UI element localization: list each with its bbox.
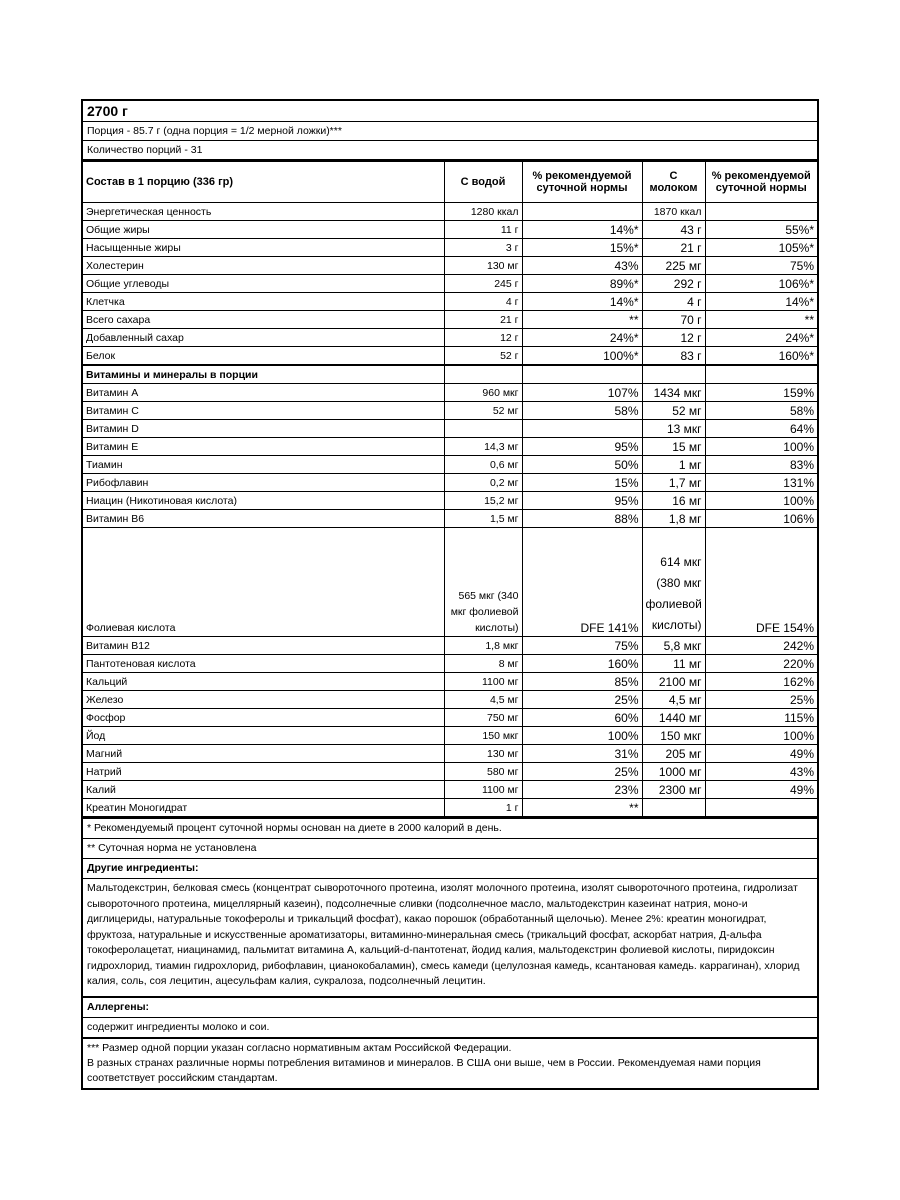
table-row xyxy=(83,275,817,293)
row-rdi-milk: 106%* xyxy=(705,275,817,293)
row-rdi-milk: 220% xyxy=(705,655,817,673)
row-rdi-water: 24%* xyxy=(522,329,642,347)
row-rdi-milk: 64% xyxy=(705,420,817,438)
row-rdi-milk: 131% xyxy=(705,474,817,492)
folic-rdi-water: DFE 141% xyxy=(522,528,642,637)
row-rdi-milk: 115% xyxy=(705,709,817,727)
table-row xyxy=(83,347,817,366)
row-milk-value: 225 мг xyxy=(642,257,705,275)
row-name: Рибофлавин xyxy=(83,474,444,492)
row-water-value: 52 г xyxy=(444,347,522,366)
row-name: Креатин Моногидрат xyxy=(83,799,444,817)
row-name: Кальций xyxy=(83,673,444,691)
row-water-value: 1,5 мг xyxy=(444,510,522,528)
table-row xyxy=(83,311,817,329)
row-rdi-water: 23% xyxy=(522,781,642,799)
table-row xyxy=(83,329,817,347)
row-water-value: 960 мкг xyxy=(444,384,522,402)
row-milk-value: 4 г xyxy=(642,293,705,311)
row-name: Калий xyxy=(83,781,444,799)
table-row xyxy=(83,420,817,438)
row-name: Общие жиры xyxy=(83,221,444,239)
row-rdi-water xyxy=(522,203,642,221)
table-row xyxy=(83,799,817,817)
folic-water: 565 мкг (340 мкг фолиевой кислоты) xyxy=(444,528,522,637)
table-row xyxy=(83,492,817,510)
row-rdi-water: 107% xyxy=(522,384,642,402)
row-name: Витамин Е xyxy=(83,438,444,456)
table-row xyxy=(83,673,817,691)
row-water-value: 14,3 мг xyxy=(444,438,522,456)
table-row xyxy=(83,781,817,799)
row-water-value: 3 г xyxy=(444,239,522,257)
folic-name: Фолиевая кислота xyxy=(83,528,444,637)
row-milk-value: 12 г xyxy=(642,329,705,347)
allergens-text: содержит ингредиенты молоко и сои. xyxy=(83,1017,817,1037)
row-milk-value: 1870 ккал xyxy=(642,203,705,221)
table-row xyxy=(83,727,817,745)
row-rdi-milk: 242% xyxy=(705,637,817,655)
row-water-value: 1,8 мкг xyxy=(444,637,522,655)
nutrition-facts-sheet xyxy=(81,99,819,1090)
row-milk-value: 292 г xyxy=(642,275,705,293)
row-rdi-water: 89%* xyxy=(522,275,642,293)
row-milk-value: 83 г xyxy=(642,347,705,366)
row-milk-value: 1,7 мг xyxy=(642,474,705,492)
row-name: Ниацин (Никотиновая кислота) xyxy=(83,492,444,510)
row-rdi-milk xyxy=(705,799,817,817)
table-row xyxy=(83,402,817,420)
row-milk-value: 1,8 мг xyxy=(642,510,705,528)
row-milk-value: 13 мкг xyxy=(642,420,705,438)
row-water-value: 12 г xyxy=(444,329,522,347)
row-milk-value: 1440 мг xyxy=(642,709,705,727)
composition-header: Состав в 1 порцию (336 гр) xyxy=(83,162,444,203)
row-rdi-milk: 49% xyxy=(705,781,817,799)
table-row xyxy=(83,709,817,727)
row-rdi-milk: 83% xyxy=(705,456,817,474)
row-water-value: 1 г xyxy=(444,799,522,817)
row-milk-value: 205 мг xyxy=(642,745,705,763)
row-rdi-milk: 58% xyxy=(705,402,817,420)
row-name: Витамин В12 xyxy=(83,637,444,655)
row-name: Добавленный сахар xyxy=(83,329,444,347)
row-name: Натрий xyxy=(83,763,444,781)
row-water-value: 245 г xyxy=(444,275,522,293)
row-rdi-water: 85% xyxy=(522,673,642,691)
row-rdi-water: 75% xyxy=(522,637,642,655)
table-row xyxy=(83,293,817,311)
row-milk-value: 4,5 мг xyxy=(642,691,705,709)
row-milk-value: 2100 мг xyxy=(642,673,705,691)
row-water-value: 4,5 мг xyxy=(444,691,522,709)
row-water-value: 52 мг xyxy=(444,402,522,420)
row-water-value: 150 мкг xyxy=(444,727,522,745)
row-rdi-water: 14%* xyxy=(522,293,642,311)
row-name: Витамин С xyxy=(83,402,444,420)
folic-rdi-milk: DFE 154% xyxy=(705,528,817,637)
table-row xyxy=(83,221,817,239)
rdi-milk-header: % рекомендуемой суточной нормы xyxy=(705,162,817,203)
table-row xyxy=(83,637,817,655)
vitamins-title-row xyxy=(83,365,817,384)
row-rdi-water: 43% xyxy=(522,257,642,275)
row-milk-value: 21 г xyxy=(642,239,705,257)
row-rdi-milk: 24%* xyxy=(705,329,817,347)
row-water-value: 15,2 мг xyxy=(444,492,522,510)
row-milk-value: 52 мг xyxy=(642,402,705,420)
row-milk-value: 43 г xyxy=(642,221,705,239)
row-rdi-milk: 49% xyxy=(705,745,817,763)
row-name: Пантотеновая кислота xyxy=(83,655,444,673)
table-row xyxy=(83,203,817,221)
table-row xyxy=(83,239,817,257)
row-rdi-water: 100% xyxy=(522,727,642,745)
row-water-value: 1100 мг xyxy=(444,673,522,691)
row-rdi-milk xyxy=(705,203,817,221)
table-row xyxy=(83,474,817,492)
row-name: Фосфор xyxy=(83,709,444,727)
row-milk-value: 16 мг xyxy=(642,492,705,510)
row-rdi-water: ** xyxy=(522,311,642,329)
allergens-title: Аллергены: xyxy=(83,996,817,1017)
nutrition-table xyxy=(83,161,817,817)
table-header-row xyxy=(83,162,817,203)
row-rdi-water: 88% xyxy=(522,510,642,528)
water-header: С водой xyxy=(444,162,522,203)
row-name: Холестерин xyxy=(83,257,444,275)
row-rdi-milk: 43% xyxy=(705,763,817,781)
row-milk-value: 15 мг xyxy=(642,438,705,456)
row-water-value: 130 мг xyxy=(444,745,522,763)
row-milk-value xyxy=(642,799,705,817)
row-rdi-water: 25% xyxy=(522,691,642,709)
row-name: Клетчка xyxy=(83,293,444,311)
row-name: Витамин В6 xyxy=(83,510,444,528)
row-rdi-water: 15%* xyxy=(522,239,642,257)
other-ingredients-title: Другие ингредиенты: xyxy=(83,858,817,878)
row-rdi-water: 15% xyxy=(522,474,642,492)
row-rdi-water: 160% xyxy=(522,655,642,673)
row-rdi-milk: 162% xyxy=(705,673,817,691)
row-water-value: 0,6 мг xyxy=(444,456,522,474)
table-row xyxy=(83,691,817,709)
row-milk-value: 1434 мкг xyxy=(642,384,705,402)
row-rdi-milk: 160%* xyxy=(705,347,817,366)
servings-count: Количество порций - 31 xyxy=(83,141,817,161)
row-rdi-milk: 105%* xyxy=(705,239,817,257)
milk-header: С молоком xyxy=(642,162,705,203)
rdi-water-header: % рекомендуемой суточной нормы xyxy=(522,162,642,203)
row-rdi-water: 58% xyxy=(522,402,642,420)
table-row xyxy=(83,257,817,275)
table-row xyxy=(83,510,817,528)
row-milk-value: 1 мг xyxy=(642,456,705,474)
row-rdi-water: 31% xyxy=(522,745,642,763)
row-rdi-milk: 100% xyxy=(705,492,817,510)
no-norm-footnote: ** Суточная норма не установлена xyxy=(83,838,817,858)
table-row xyxy=(83,655,817,673)
folic-acid-row xyxy=(83,528,817,637)
row-name: Йод xyxy=(83,727,444,745)
row-water-value: 0,2 мг xyxy=(444,474,522,492)
folic-milk: 614 мкг (380 мкг фолиевой кислоты) xyxy=(642,528,705,637)
row-water-value: 8 мг xyxy=(444,655,522,673)
rdi-footnote: * Рекомендуемый процент суточной нормы основан на диете в 2000 калорий в день. xyxy=(83,817,817,838)
row-milk-value: 150 мкг xyxy=(642,727,705,745)
row-rdi-milk: 106% xyxy=(705,510,817,528)
row-name: Энергетическая ценность xyxy=(83,203,444,221)
table-row xyxy=(83,745,817,763)
table-row xyxy=(83,438,817,456)
row-name: Белок xyxy=(83,347,444,366)
row-water-value: 130 мг xyxy=(444,257,522,275)
table-row xyxy=(83,456,817,474)
table-row xyxy=(83,384,817,402)
row-rdi-water: 25% xyxy=(522,763,642,781)
row-water-value: 4 г xyxy=(444,293,522,311)
row-rdi-water: ** xyxy=(522,799,642,817)
vitamins-title: Витамины и минералы в порции xyxy=(83,365,444,384)
row-rdi-milk: 14%* xyxy=(705,293,817,311)
row-rdi-milk: 159% xyxy=(705,384,817,402)
row-milk-value: 11 мг xyxy=(642,655,705,673)
row-milk-value: 2300 мг xyxy=(642,781,705,799)
row-name: Магний xyxy=(83,745,444,763)
row-name: Витамин А xyxy=(83,384,444,402)
row-water-value: 580 мг xyxy=(444,763,522,781)
row-rdi-milk: 55%* xyxy=(705,221,817,239)
row-milk-value: 1000 мг xyxy=(642,763,705,781)
portion-note: *** Размер одной порции указан согласно нормативным актам Российской Федерации. В разных странах различные нормы потребления витаминов и минералов. В США они выше, чем в России. Рекомендуемая нами порция соответствует российским стандартам. xyxy=(83,1037,817,1088)
row-name: Всего сахара xyxy=(83,311,444,329)
row-name: Общие углеводы xyxy=(83,275,444,293)
row-rdi-water: 14%* xyxy=(522,221,642,239)
row-name: Тиамин xyxy=(83,456,444,474)
row-water-value: 11 г xyxy=(444,221,522,239)
row-name: Насыщенные жиры xyxy=(83,239,444,257)
row-water-value: 750 мг xyxy=(444,709,522,727)
row-rdi-milk: ** xyxy=(705,311,817,329)
row-rdi-water: 50% xyxy=(522,456,642,474)
row-name: Железо xyxy=(83,691,444,709)
row-milk-value: 5,8 мкг xyxy=(642,637,705,655)
portion-size: Порция - 85.7 г (одна порция = 1/2 мерной ложки)*** xyxy=(83,122,817,141)
row-rdi-milk: 100% xyxy=(705,438,817,456)
row-rdi-water xyxy=(522,420,642,438)
row-rdi-milk: 25% xyxy=(705,691,817,709)
row-rdi-milk: 100% xyxy=(705,727,817,745)
row-water-value: 1280 ккал xyxy=(444,203,522,221)
row-rdi-water: 95% xyxy=(522,492,642,510)
table-row xyxy=(83,763,817,781)
ingredients-text: Мальтодекстрин, белковая смесь (концентрат сывороточного протеина, изолят молочного протеина, изолят сывороточного протеина, гидролизат сывороточного протеина, мицеллярный казеин), подсолнечные сливки (подсолнечное масло, мальтодекстрин казеинат натрия, моно-и диглицериды, натуральные токоферолы и трикальций фосфат), какао порошок (обработанный щелочью). Менее 2%: креатин моногидрат, фруктоза, натуральные и искусственные ароматизаторы, витаминно-минеральная смесь (трикальций фосфат, аскорбат натрия, Д-альфа токоферолацетат, ниацинамид, пальмитат витамина А, кальций-d-пантотенат, йодид калия, мальтодекстрин фолиевой кислоты, пиридоксин гидрохлорид, тиамин гидрохлорид, рибофлавин, цианокобаламин), смесь камеди (целулозная камедь, ксантановая камедь. каррагинан), хлорид калия, соль, соя лецитин, ацесульфам калия, сукралоза, подсолнечный лецитин. xyxy=(83,878,817,996)
row-water-value xyxy=(444,420,522,438)
row-water-value: 21 г xyxy=(444,311,522,329)
row-rdi-water: 95% xyxy=(522,438,642,456)
row-water-value: 1100 мг xyxy=(444,781,522,799)
package-weight: 2700 г xyxy=(83,101,817,122)
row-rdi-milk: 75% xyxy=(705,257,817,275)
row-name: Витамин D xyxy=(83,420,444,438)
row-rdi-water: 100%* xyxy=(522,347,642,366)
row-milk-value: 70 г xyxy=(642,311,705,329)
row-rdi-water: 60% xyxy=(522,709,642,727)
